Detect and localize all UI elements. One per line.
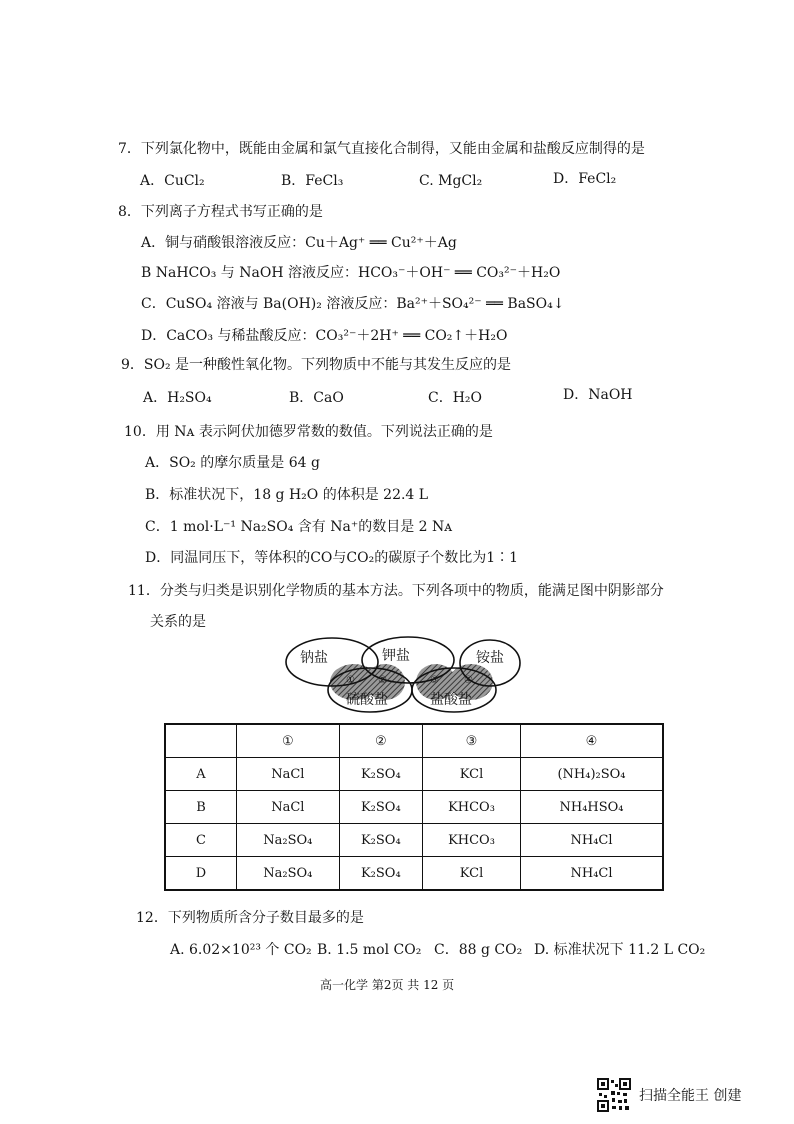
table-cell: B xyxy=(165,791,237,824)
q7-option-a: A．CuCl₂ xyxy=(140,173,205,189)
q9-option-d: D．NaOH xyxy=(563,387,633,403)
table-row xyxy=(165,857,663,891)
q7-stem: 7．下列氯化物中，既能由金属和氯气直接化合制得，又能由金属和盐酸反应制得的是 xyxy=(118,141,645,157)
table-header-cell: ② xyxy=(339,724,422,758)
table-cell: K₂SO₄ xyxy=(339,857,422,891)
venn-label-potassium-salt: 钾盐 xyxy=(382,648,410,664)
table-row xyxy=(165,758,663,791)
q7-option-b: B．FeCl₃ xyxy=(281,173,344,189)
venn-label-chloride: 盐酸盐 xyxy=(430,692,472,708)
venn-mark-1: ① xyxy=(346,675,355,686)
table-row xyxy=(165,824,663,857)
answer-table xyxy=(164,723,664,891)
q10-stem: 10．用 Nᴀ 表示阿伏加德罗常数的数值。下列说法正确的是 xyxy=(124,424,493,440)
table-cell: KCl xyxy=(422,857,520,891)
q12-option-c: C．88 g CO₂ xyxy=(434,942,523,958)
venn-label-ammonium-salt: 铵盐 xyxy=(476,650,504,666)
q7-option-d: D．FeCl₂ xyxy=(553,171,617,187)
table-cell: A xyxy=(165,758,237,791)
q9-option-b: B．CaO xyxy=(289,390,344,406)
q12-option-a: A. 6.02×10²³ 个 CO₂ xyxy=(170,942,312,958)
q8-stem: 8．下列离子方程式书写正确的是 xyxy=(118,204,323,220)
scanner-watermark: 扫描全能王 创建 xyxy=(639,1088,742,1104)
q9-stem: 9．SO₂ 是一种酸性氧化物。下列物质中不能与其发生反应的是 xyxy=(121,357,512,373)
table-cell: K₂SO₄ xyxy=(339,791,422,824)
table-cell: NH₄Cl xyxy=(521,857,663,891)
table-cell: K₂SO₄ xyxy=(339,758,422,791)
q12-stem: 12．下列物质所含分子数目最多的是 xyxy=(136,910,364,926)
q9-option-a: A．H₂SO₄ xyxy=(143,390,212,406)
table-cell: D xyxy=(165,857,237,891)
table-cell: NH₄Cl xyxy=(521,824,663,857)
q11-stem-line1: 11．分类与归类是识别化学物质的基本方法。下列各项中的物质，能满足图中阴影部分 xyxy=(128,583,664,599)
table-header-cell: ④ xyxy=(521,724,663,758)
table-cell: KHCO₃ xyxy=(422,824,520,857)
qr-code-icon xyxy=(597,1078,631,1112)
venn-mark-3: ③ xyxy=(430,675,439,686)
table-cell: C xyxy=(165,824,237,857)
venn-mark-2: ② xyxy=(378,675,387,686)
table-cell: KCl xyxy=(422,758,520,791)
q8-option-c: C．CuSO₄ 溶液与 Ba(OH)₂ 溶液反应：Ba²⁺＋SO₄²⁻ ══ BaSO₄↓ xyxy=(141,296,565,312)
q7-option-c: C. MgCl₂ xyxy=(419,173,483,189)
q8-option-d: D．CaCO₃ 与稀盐酸反应：CO₃²⁻＋2H⁺ ══ CO₂↑＋H₂O xyxy=(141,328,508,344)
q10-option-c: C．1 mol·L⁻¹ Na₂SO₄ 含有 Na⁺的数目是 2 Nᴀ xyxy=(145,519,453,535)
table-cell: K₂SO₄ xyxy=(339,824,422,857)
q10-option-d: D．同温同压下，等体积的CO与CO₂的碳原子个数比为1∶1 xyxy=(145,550,519,566)
table-cell: (NH₄)₂SO₄ xyxy=(521,758,663,791)
q10-option-b: B．标准状况下，18 g H₂O 的体积是 22.4 L xyxy=(145,487,429,503)
table-cell: NH₄HSO₄ xyxy=(521,791,663,824)
venn-label-sodium-salt: 钠盐 xyxy=(300,650,328,666)
table-header-row xyxy=(165,724,663,758)
table-cell: KHCO₃ xyxy=(422,791,520,824)
q12-option-b: B. 1.5 mol CO₂ xyxy=(317,942,422,958)
table-header-cell: ③ xyxy=(422,724,520,758)
page-footer: 高一化学 第2页 共 12 页 xyxy=(320,978,455,992)
table-cell: NaCl xyxy=(237,791,340,824)
table-cell: NaCl xyxy=(237,758,340,791)
table-header-cell xyxy=(165,724,237,758)
q11-stem-line2: 关系的是 xyxy=(150,614,206,630)
q8-option-b: B NaHCO₃ 与 NaOH 溶液反应：HCO₃⁻＋OH⁻ ══ CO₃²⁻＋H₂O xyxy=(141,265,561,281)
venn-label-sulfate: 硫酸盐 xyxy=(346,692,388,708)
q10-option-a: A．SO₂ 的摩尔质量是 64 g xyxy=(145,455,320,471)
venn-mark-4: ④ xyxy=(464,675,473,686)
table-cell: Na₂SO₄ xyxy=(237,824,340,857)
q8-option-a: A．铜与硝酸银溶液反应：Cu＋Ag⁺ ══ Cu²⁺＋Ag xyxy=(141,235,457,251)
table-cell: Na₂SO₄ xyxy=(237,857,340,891)
table-header-cell: ① xyxy=(237,724,340,758)
q9-option-c: C．H₂O xyxy=(428,390,483,406)
table-row xyxy=(165,791,663,824)
q12-option-d: D. 标准状况下 11.2 L CO₂ xyxy=(534,942,706,958)
venn-diagram xyxy=(284,636,522,714)
